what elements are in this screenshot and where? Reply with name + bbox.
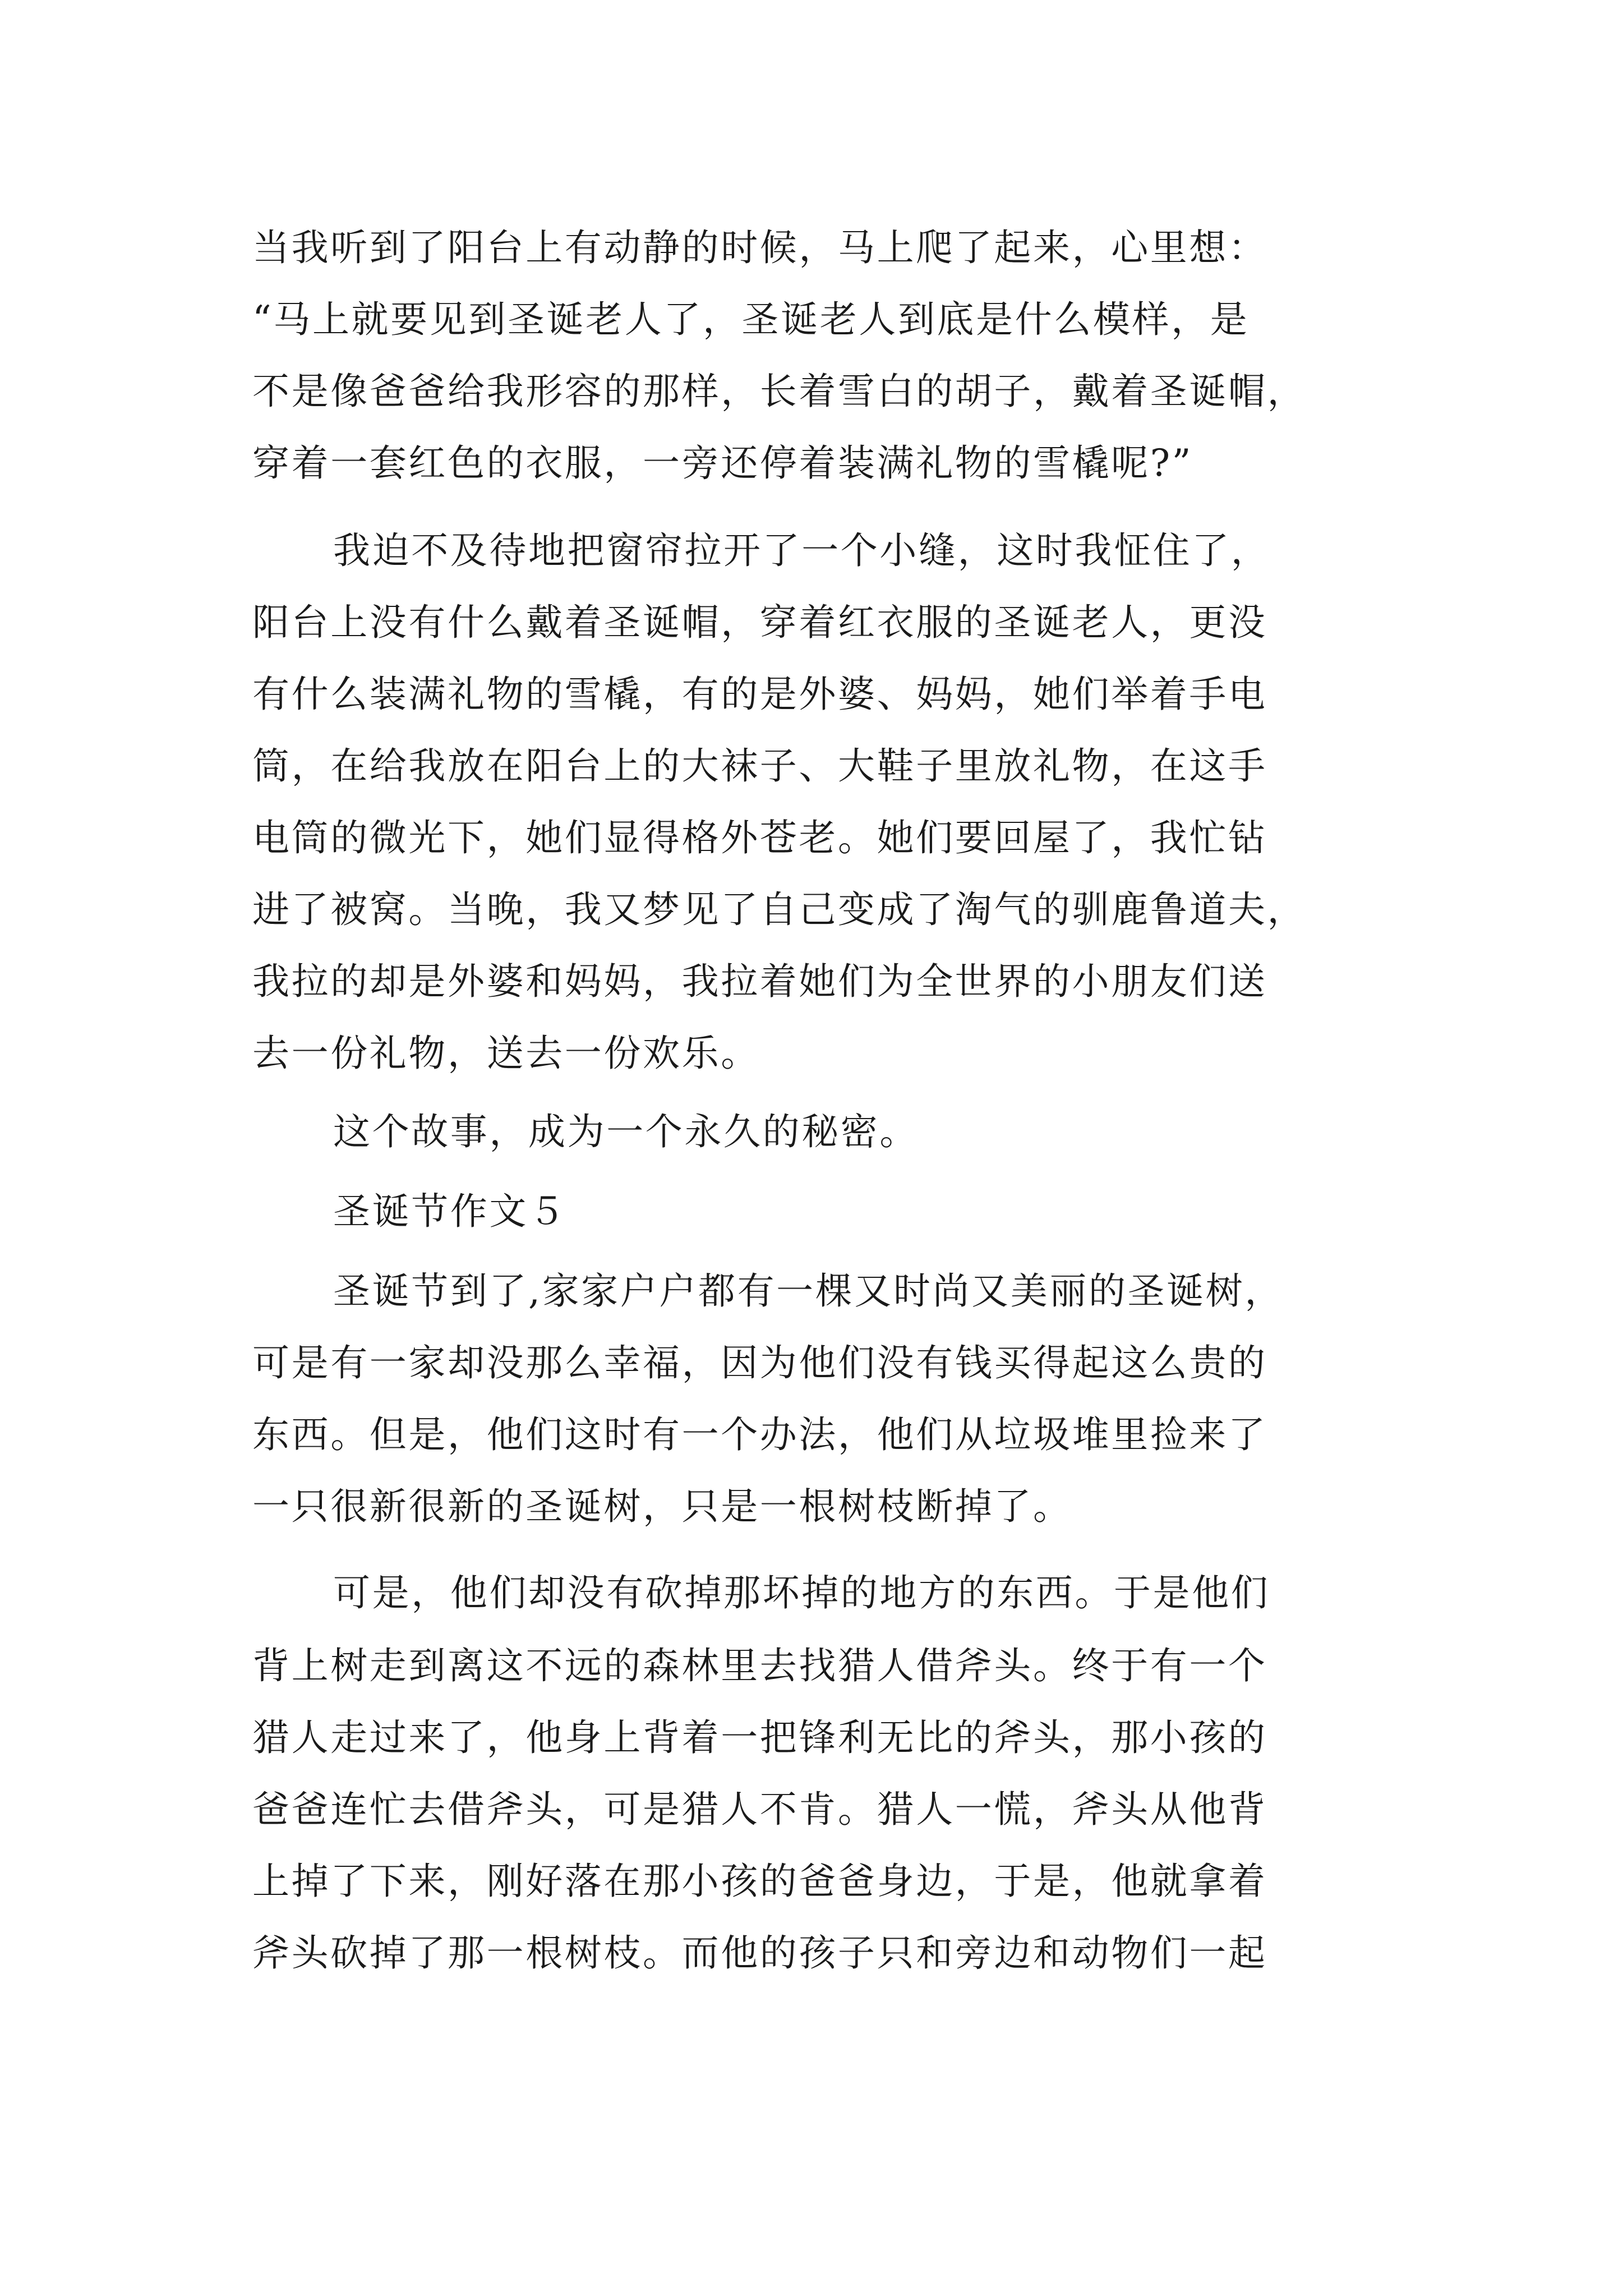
text-line: 不是像爸爸给我形容的那样，长着雪白的胡子，戴着圣诞帽， [252, 370, 1307, 413]
paragraph-first-line: 圣诞节到了,家家户户都有一棵又时尚又美丽的圣诞树， [333, 1269, 1284, 1313]
paragraph-first-line: 我迫不及待地把窗帘拉开了一个小缝，这时我怔住了， [333, 529, 1270, 572]
text-line: 当我听到了阳台上有动静的时候，马上爬了起来，心里想： [252, 226, 1267, 269]
text-line: 上掉了下来，刚好落在那小孩的爸爸身边，于是，他就拿着 [252, 1860, 1267, 1903]
text-line: 东西。但是，他们这时有一个办法，他们从垃圾堆里捡来了 [252, 1413, 1267, 1456]
text-line: 筒，在给我放在阳台上的大袜子、大鞋子里放礼物，在这手 [252, 744, 1267, 788]
text-line: 爸爸连忙去借斧头，可是猎人不肯。猎人一慌，斧头从他背 [252, 1788, 1267, 1831]
section-heading: 圣诞节作文５ [333, 1190, 568, 1233]
paragraph-first-line: 可是，他们却没有砍掉那坏掉的地方的东西。于是他们 [333, 1571, 1270, 1614]
paragraph-first-line: 这个故事，成为一个永久的秘密。 [333, 1110, 919, 1153]
text-line: 进了被窝。当晚，我又梦见了自己变成了淘气的驯鹿鲁道夫， [252, 888, 1307, 931]
text-line: 我拉的却是外婆和妈妈，我拉着她们为全世界的小朋友们送 [252, 960, 1267, 1003]
text-line: 阳台上没有什么戴着圣诞帽，穿着红衣服的圣诞老人，更没 [252, 601, 1267, 644]
text-line: 有什么装满礼物的雪橇，有的是外婆、妈妈，她们举着手电 [252, 673, 1267, 716]
text-line: 电筒的微光下，她们显得格外苍老。她们要回屋了，我忙钻 [252, 816, 1267, 859]
text-line: 斧头砍掉了那一根树枝。而他的孩子只和旁边和动物们一起 [252, 1931, 1267, 1975]
text-line: 一只很新很新的圣诞树，只是一根树枝断掉了。 [252, 1485, 1072, 1528]
text-line: 可是有一家却没那么幸福，因为他们没有钱买得起这么贵的 [252, 1341, 1267, 1384]
text-line: “马上就要见到圣诞老人了，圣诞老人到底是什么模样，是 [252, 298, 1249, 341]
text-line: 去一份礼物，送去一份欢乐。 [252, 1032, 760, 1075]
text-line: 背上树走到离这不远的森林里去找猎人借斧头。终于有一个 [252, 1644, 1267, 1687]
text-line: 穿着一套红色的衣服，一旁还停着装满礼物的雪橇呢?” [252, 441, 1193, 485]
text-line: 猎人走过来了，他身上背着一把锋利无比的斧头，那小孩的 [252, 1716, 1267, 1759]
